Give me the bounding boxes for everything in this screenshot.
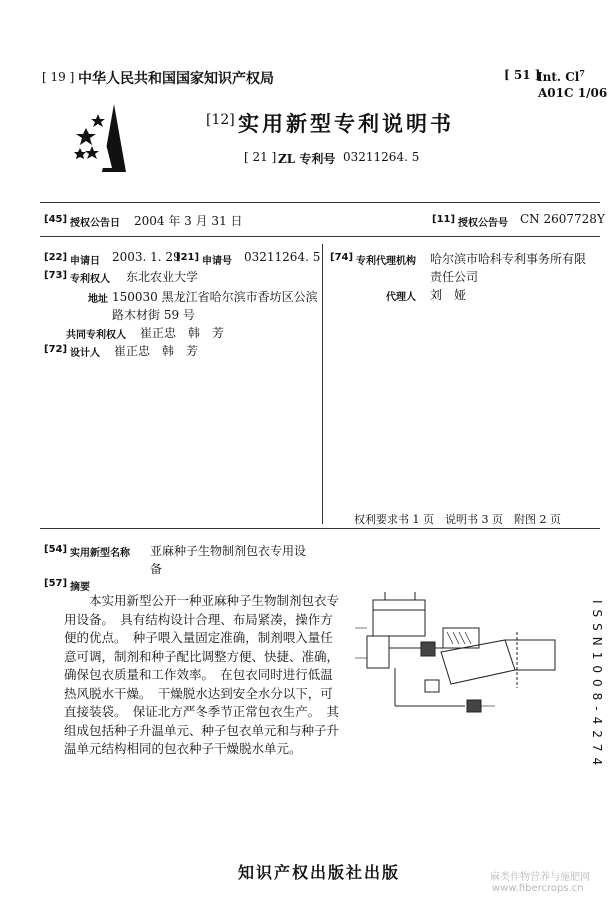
doc-type-title: 实用新型专利说明书 xyxy=(238,112,454,136)
int-cl-superscript: 7 xyxy=(579,68,585,78)
abstract-code: [57] xyxy=(44,578,68,589)
grant-date-value: 2004 年 3 月 31 日 xyxy=(134,214,243,228)
apply-date-label: 申请日 xyxy=(70,256,100,267)
apply-date-code: [22] xyxy=(44,252,68,263)
watermark-cn: 麻类作物营养与施肥网 xyxy=(490,872,590,883)
apply-no-code: [21] xyxy=(176,252,200,263)
star-icon xyxy=(91,114,105,127)
star-icon xyxy=(85,146,99,159)
office-code: [ 19 ] xyxy=(42,70,75,84)
designer-label: 设计人 xyxy=(70,348,100,359)
agent-value: 刘 娅 xyxy=(430,288,467,302)
abstract-line: 温单元结构相同的包衣种子干燥脱水单元。 xyxy=(64,741,302,756)
title-code: [54] xyxy=(44,544,68,555)
title-line-2: 备 xyxy=(150,562,163,576)
watermark-url: www.fibercrops.cn xyxy=(492,883,584,894)
patent-no-label: ZL 专利号 xyxy=(278,152,336,166)
abstract-body xyxy=(64,592,339,759)
address-line-1: 150030 黑龙江省哈尔滨市香坊区公滨 xyxy=(112,290,318,304)
address-line-2: 路木材街 59 号 xyxy=(112,308,195,322)
column-divider xyxy=(322,244,323,524)
pub-no-code: [11] xyxy=(432,214,456,225)
pub-no-label: 授权公告号 xyxy=(458,218,508,229)
doc-type-code: [12] xyxy=(206,112,235,128)
co-patentee-value: 崔正忠 韩 芳 xyxy=(140,326,225,340)
apply-date-value: 2003. 1. 29 xyxy=(112,250,181,264)
dryer-body xyxy=(505,640,555,670)
patentee-code: [73] xyxy=(44,270,68,281)
int-cl-label: Int. Cl$^7$ xyxy=(537,68,585,84)
abstract-line: 热风脱水干燥。 干燥脱水达到安全水分以下，可 xyxy=(64,685,333,701)
pages-summary: 权利要求书 1 页 说明书 3 页 附图 2 页 xyxy=(354,513,561,526)
patentee-label: 专利权人 xyxy=(70,274,110,285)
star-icon xyxy=(76,128,96,145)
int-cl-value: A01C 1/06 xyxy=(538,86,608,100)
abstract-line: 便的优点。 种子喂入量固定准确，制剂喂入量任 xyxy=(64,630,333,645)
agency-code: [74] xyxy=(330,252,354,263)
divider xyxy=(40,202,600,203)
issn-vertical: ISSN1008-4274 xyxy=(590,600,604,772)
apply-no-value: 03211264. 5 xyxy=(244,250,321,264)
divider xyxy=(40,236,600,237)
device-schematic xyxy=(355,588,580,723)
hopper-box xyxy=(373,600,425,636)
star-icon xyxy=(74,148,86,159)
title-line-1: 亚麻种子生物制剂包衣专用设 xyxy=(150,544,307,558)
sipo-emblem xyxy=(72,102,142,174)
fan-unit xyxy=(467,700,481,712)
patentee-value: 东北农业大学 xyxy=(126,270,199,284)
patent-no-code: [ 21 ] xyxy=(244,150,277,164)
patent-no-value: 03211264. 5 xyxy=(343,150,420,164)
agent-label: 代理人 xyxy=(386,292,416,303)
abstract-line: 直接装袋。 保证北方严冬季节正常包衣生产。 其 xyxy=(64,704,340,719)
grant-date-label: 授权公告日 xyxy=(70,218,120,229)
feeder xyxy=(443,628,479,648)
pub-no-value: CN 2607728Y xyxy=(520,212,605,226)
designer-code: [72] xyxy=(44,344,68,355)
coating-drum xyxy=(441,640,515,684)
motor xyxy=(421,642,435,656)
agency-line-2: 责任公司 xyxy=(430,270,479,284)
base-block xyxy=(425,680,439,692)
address-label: 地址 xyxy=(88,294,108,305)
title-label: 实用新型名称 xyxy=(70,548,130,559)
abstract-line: 意可调，制剂和种子配比调整方便、快捷、准确， xyxy=(64,648,340,664)
designer-value: 崔正忠 韩 芳 xyxy=(114,344,199,358)
int-cl-code: [ 51 ] xyxy=(504,68,541,82)
abstract-line: 用设备。 具有结构设计合理、布局紧凑，操作方 xyxy=(64,611,333,627)
agency-label: 专利代理机构 xyxy=(356,256,416,267)
agency-line-1: 哈尔滨市哈科专利事务所有限 xyxy=(430,252,587,266)
office-name: 中华人民共和国国家知识产权局 xyxy=(78,71,274,87)
publisher-footer: 知识产权出版社出版 xyxy=(238,863,401,882)
abstract-line: 本实用新型公开一种亚麻种子生物制剂包衣专 xyxy=(64,593,340,608)
apply-no-label: 申请号 xyxy=(202,256,232,267)
co-patentee-label: 共同专利权人 xyxy=(66,330,126,341)
abstract-line: 确保包衣质量和工作效率。 在包衣同时进行低温 xyxy=(64,667,333,682)
divider xyxy=(40,528,600,529)
abstract-line: 组成包括种子升温单元、种子包衣单元和与种子升 xyxy=(64,722,340,738)
abstract-label: 摘要 xyxy=(70,582,90,593)
heater-unit xyxy=(367,636,389,668)
grant-date-code: [45] xyxy=(44,214,68,225)
